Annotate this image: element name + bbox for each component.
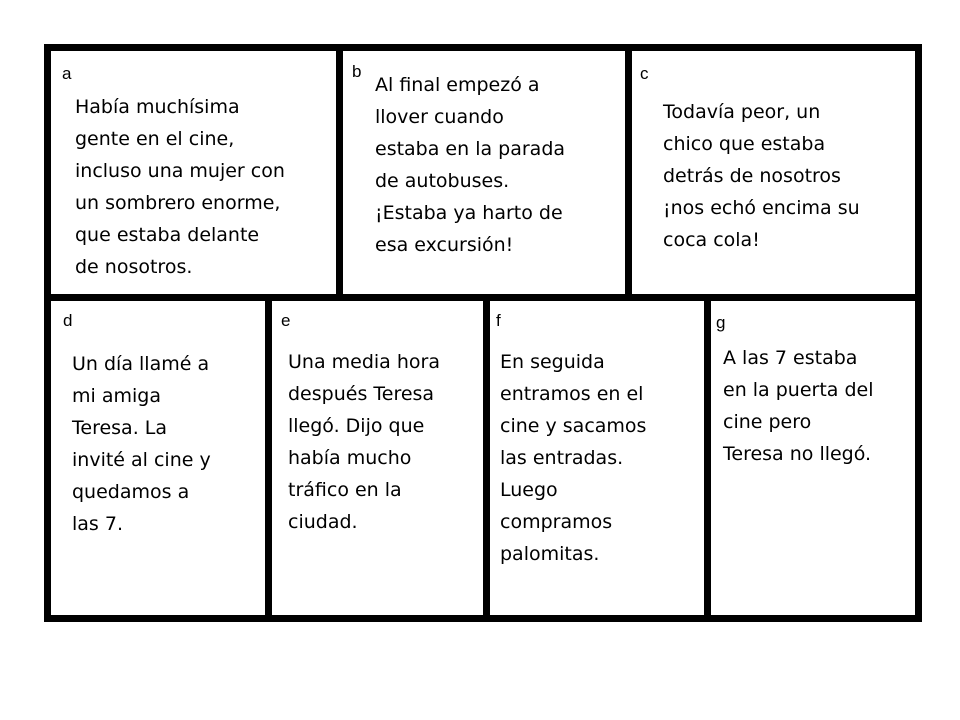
panel-a-letter: a xyxy=(62,64,72,83)
panel-b-text: Al final empezó a llover cuando estaba en la parada de autobuses. ¡Estaba ya harto de esa excursión! xyxy=(375,74,566,256)
panel-d-letter: d xyxy=(63,311,73,330)
panel-g-text: A las 7 estaba en la puerta del cine pero Teresa no llegó. xyxy=(723,347,874,465)
panel-g xyxy=(704,294,922,622)
panel-e-letter: e xyxy=(281,311,291,330)
panel-f-text: En seguida entramos en el cine y sacamos las entradas. Luego compramos palomitas. xyxy=(500,351,647,565)
panel-a-text: Había muchísima gente en el cine, incluso una mujer con un sombrero enorme, que estaba delante de nosotros. xyxy=(75,96,285,278)
panel-c-letter: c xyxy=(640,64,649,83)
panel-d-text: Un día llamé a mi amiga Teresa. La invité al cine y quedamos a las 7. xyxy=(72,353,211,535)
panel-g-letter: g xyxy=(716,313,726,332)
panel-c xyxy=(625,44,922,301)
panel-a xyxy=(44,44,343,301)
panel-c-text: Todavía peor, un chico que estaba detrás de nosotros ¡nos echó encima su coca cola! xyxy=(663,101,860,251)
panel-d xyxy=(44,294,272,622)
panel-e-text: Una media hora después Teresa llegó. Dijo que había mucho tráfico en la ciudad. xyxy=(288,351,440,533)
panel-f-letter: f xyxy=(496,311,501,330)
panel-b-letter: b xyxy=(352,62,362,81)
panel-b xyxy=(336,44,632,301)
panel-e xyxy=(265,294,490,622)
panel-f xyxy=(483,294,711,622)
